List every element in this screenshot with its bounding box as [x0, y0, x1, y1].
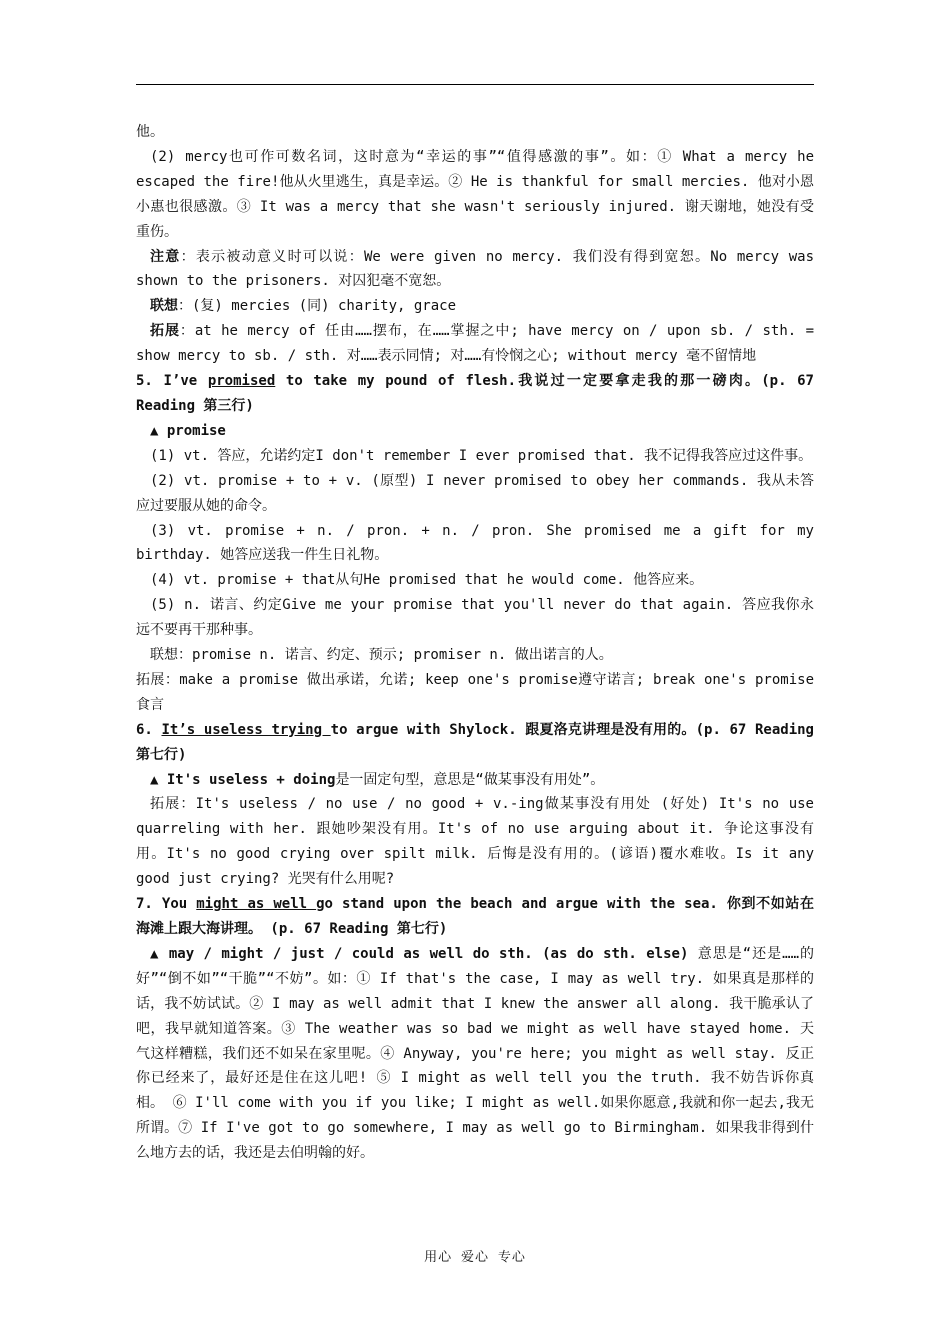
underlined-phrase: It’s useless trying	[161, 721, 331, 738]
paragraph	[136, 792, 814, 892]
text-run: 7. You	[136, 896, 197, 913]
bold-label: ▲ It's useless + doing	[150, 771, 336, 788]
section-heading	[136, 892, 814, 942]
paragraph	[136, 568, 814, 593]
section-heading	[136, 718, 814, 768]
text-run: 意思是“还是……的好”“倒不如”“干脆”“不妨”。如：① If that's the case, I may as well try. 如果真是那样的话，我不妨试试。② I may as well admit that I knew the answer all along. 我干脆承认了吧，我早就知道答案。③ The weather was so bad we might as well have stayed home. 天气这样糟糕，我们还不如呆在家里呢。④ Anyway, you're here; you might as well stay. 反正你已经来了，最好还是住在这儿吧! ⑤ I might as well tell you the truth. 我不妨告诉你真相。 ⑥ I'll come with you if you like; I might as well.如果你愿意,我就和你一起去,我无所谓。⑦ If I've got to go somewhere, I may as well go to Birmingham. 如果我非得到什么地方去的话，我还是去伯明翰的好。	[136, 945, 814, 1162]
text-run: 6.	[136, 721, 162, 738]
paragraph	[136, 519, 814, 569]
text-run: (2) vt. promise + to + v. (原型) I never promised to obey her commands. 我从未答应过要服从她的命令。	[136, 472, 814, 514]
text-run: ：表示被动意义时可以说：We were given no mercy. 我们没有得到宽恕。No mercy was shown to the prisoners. 对囚犯毫不宽恕。	[136, 248, 815, 290]
paragraph	[136, 643, 814, 668]
paragraph	[136, 145, 814, 245]
paragraph	[136, 469, 814, 519]
text-run: 拓展：make a promise 做出承诺，允诺; keep one's promise遵守诺言; break one's promise食言	[136, 671, 814, 713]
bold-label: 注意	[150, 248, 181, 265]
text-run: (3) vt. promise + n. / pron. + n. / pron. She promised me a gift for my birthday. 她答应送我一件生日礼物。	[136, 522, 814, 564]
page-footer: 用心 爱心 专心	[424, 1250, 526, 1265]
text-run: (1) vt. 答应，允诺约定I don't remember I ever promised that. 我不记得我答应过这件事。	[150, 447, 813, 464]
text-run: to argue with Shylock. 跟夏洛克讲理是没有用的。(p. 67 Reading 第七行)	[136, 721, 814, 763]
paragraph	[136, 444, 814, 469]
text-run: ▲ promise	[150, 422, 226, 439]
text-run: (2) mercy也可作可数名词，这时意为“幸运的事”“值得感激的事”。如：① What a mercy he escaped the fire!他从火里逃生，真是幸运。② He is thankful for small mercies. 他对小恩小惠也很感激。③ It was a mercy that she wasn't seriously injured. 谢天谢地，她没有受重伤。	[136, 148, 814, 240]
text-run: (4) vt. promise + that从句He promised that he would come. 他答应来。	[150, 572, 704, 589]
section-heading	[136, 369, 814, 419]
text-run: go stand upon the beach and argue with the sea. 你到不如站在海滩上跟大海讲理。 (p. 67 Reading 第七行)	[136, 896, 814, 937]
paragraph	[136, 942, 814, 1166]
text-run: 他。	[136, 124, 164, 140]
paragraph	[136, 245, 814, 295]
document-body	[136, 120, 814, 1166]
bold-label: ▲ may / might / just / could as well do sth. (as do sth. else)	[150, 945, 689, 962]
underlined-phrase: might as well	[196, 896, 317, 913]
section-heading	[136, 419, 814, 444]
text-run: 5. I’ve	[136, 373, 208, 390]
bold-label: 联想	[150, 298, 178, 315]
text-run: (5) n. 诺言、约定Give me your promise that you'll never do that again. 答应我你永远不要再干那种事。	[136, 597, 814, 639]
text-run: to take my pound of flesh.我说过一定要拿走我的那一磅肉。(p. 67 Reading 第三行)	[136, 373, 814, 414]
paragraph	[136, 120, 814, 145]
paragraph	[136, 319, 814, 369]
paragraph	[136, 668, 814, 718]
text-run: 联想：promise n. 诺言、约定、预示; promiser n. 做出诺言的人。	[150, 647, 613, 664]
text-run: 拓展：It's useless / no use / no good + v.-ing做某事没有用处 (好处) It's no use quarreling with her. 跟她吵架没有用。It's of no use arguing about it. 争论这事没有用。It's no good crying over spilt milk. 后悔是没有用的。(谚语)覆水难收。Is it any good just crying? 光哭有什么用呢?	[136, 796, 814, 888]
underlined-phrase: promised	[207, 373, 276, 390]
text-run: ：at he mercy of 任由……摆布，在……掌握之中; have mercy on / upon sb. / sth. = show mercy to sb. / sth. 对……表示同情; 对……有怜悯之心; without mercy 毫不留情地	[136, 323, 814, 365]
paragraph	[136, 294, 814, 319]
bold-label: 拓展	[150, 323, 180, 340]
paragraph	[136, 768, 814, 793]
header-rule	[136, 84, 814, 85]
text-run: ：(复) mercies (同) charity, grace	[178, 298, 457, 315]
paragraph	[136, 593, 814, 643]
text-run: 是一固定句型，意思是“做某事没有用处”。	[335, 771, 605, 788]
